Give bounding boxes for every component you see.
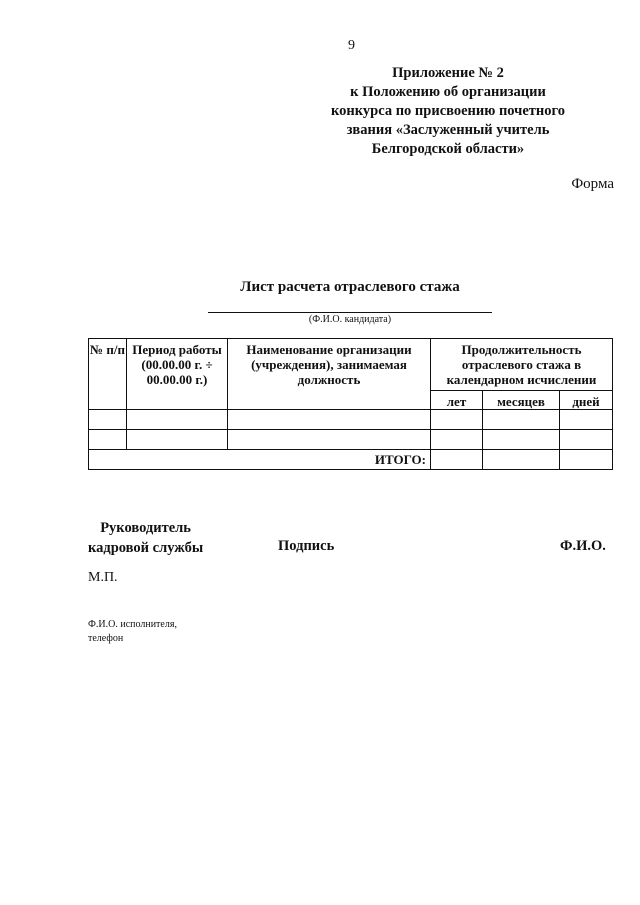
table-cell <box>560 410 613 430</box>
total-days-cell <box>560 450 613 470</box>
header-days: дней <box>560 391 613 410</box>
annex-line: конкурса по присвоению почетного <box>330 103 566 119</box>
table-row <box>89 430 613 450</box>
table-cell <box>89 410 127 430</box>
table-cell <box>483 410 560 430</box>
table-cell <box>127 410 228 430</box>
table-cell <box>560 430 613 450</box>
form-label: Форма <box>571 176 614 192</box>
executor-line: Ф.И.О. исполнителя, <box>88 619 177 630</box>
annex-line: звания «Заслуженный учитель <box>346 122 550 138</box>
annex-line: Приложение № 2 <box>392 65 504 81</box>
table-cell <box>89 430 127 450</box>
experience-table <box>88 338 613 470</box>
annex-line: Белгородской области» <box>371 141 525 157</box>
signature-head-line: Руководитель <box>100 520 191 536</box>
table-cell <box>228 410 431 430</box>
table-cell <box>483 430 560 450</box>
header-organization: Наименование организации (учреждения), занимаемая должность <box>228 339 431 410</box>
table-cell <box>228 430 431 450</box>
total-row <box>89 450 613 470</box>
stamp-place: М.П. <box>88 570 118 585</box>
total-years-cell <box>431 450 483 470</box>
executor-line: телефон <box>88 633 124 644</box>
header-number: № п/п <box>89 339 127 410</box>
document-title: Лист расчета отраслевого стажа <box>240 279 460 295</box>
table-row <box>89 410 613 430</box>
header-months: месяцев <box>483 391 560 410</box>
candidate-name-caption: (Ф.И.О. кандидата) <box>308 314 392 325</box>
signature-fio-label: Ф.И.О. <box>560 538 606 554</box>
table-cell <box>431 430 483 450</box>
header-duration: Продолжительность отраслевого стажа в календарном исчислении <box>431 339 613 391</box>
annex-line: к Положению об организации <box>350 84 546 100</box>
executor-info <box>88 618 177 646</box>
signature-label: Подпись <box>278 538 335 554</box>
annex-header <box>298 64 598 159</box>
table-cell <box>431 410 483 430</box>
header-years: лет <box>431 391 483 410</box>
signature-head <box>88 518 203 558</box>
table-cell <box>127 430 228 450</box>
signature-head-line: кадровой службы <box>88 540 204 556</box>
header-period: Период работы (00.00.00 г. ÷ 00.00.00 г.) <box>127 339 228 410</box>
total-label: ИТОГО: <box>89 450 431 470</box>
total-months-cell <box>483 450 560 470</box>
candidate-name-line <box>208 312 492 313</box>
page-number: 9 <box>348 38 355 53</box>
